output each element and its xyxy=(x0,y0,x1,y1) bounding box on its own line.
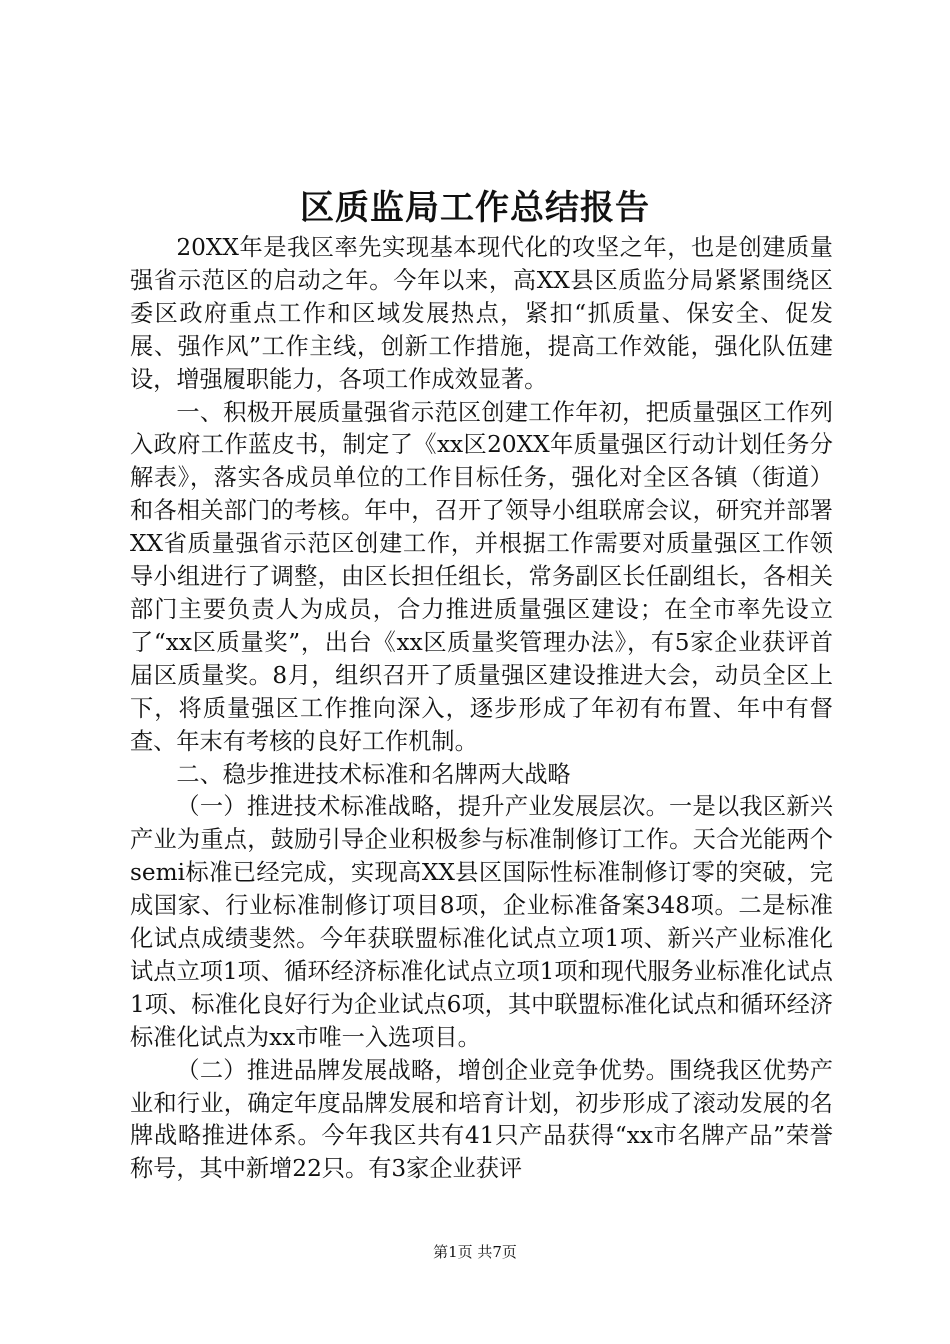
document-title: 区质监局工作总结报告 xyxy=(300,188,650,228)
paragraph-section-2-1: （一）推进技术标准战略，提升产业发展层次。一是以我区新兴产业为重点，鼓励引导企业积极参与标准制修订工作。天合光能两个semi标准已经完成，实现高XX县区国际性标准制修订零的突破，完成国家、行业标准制修订项目8项，企业标准备案348项。二是标准化试点成绩斐然。今年获联盟标准化试点立项1项、新兴产业标准化试点立项1项、循环经济标准化试点立项1项和现代服务业标准化试点1项、标准化良好行为企业试点6项，其中联盟标准化试点和循环经济标准化试点为xx市唯一入选项目。 xyxy=(130,793,833,1051)
page-footer: 第1页 共7页 xyxy=(433,1243,517,1261)
paragraph-section-2-heading: 二、稳步推进技术标准和名牌两大战略 xyxy=(176,760,571,788)
paragraph-section-2-2: （二）推进品牌发展战略，增创企业竞争优势。围绕我区优势产业和行业，确定年度品牌发展和培育计划，初步形成了滚动发展的名牌战略推进体系。今年我区共有41只产品获得“xx市名牌产品”荣誉称号，其中新增22只。有3家企业获评 xyxy=(130,1056,833,1183)
paragraph-intro: 20XX年是我区率先实现基本现代化的攻坚之年，也是创建质量强省示范区的启动之年。今年以来，高XX县区质监分局紧紧围绕区委区政府重点工作和区域发展热点，紧扣“抓质量、保安全、促发展、强作风”工作主线，创新工作措施，提高工作效能，强化队伍建设，增强履职能力，各项工作成效显著。 xyxy=(130,234,833,393)
paragraph-section-1: 一、积极开展质量强省示范区创建工作年初，把质量强区工作列入政府工作蓝皮书，制定了《xx区20XX年质量强区行动计划任务分解表》，落实各成员单位的工作目标任务，强化对全区各镇（街道）和各相关部门的考核。年中，召开了领导小组联席会议，研究并部署XX省质量强省示范区创建工作，并根据工作需要对质量强区工作领导小组进行了调整，由区长担任组长，常务副区长任副组长，各相关部门主要负责人为成员，合力推进质量强区建设；在全市率先设立了“xx区质量奖”，出台《xx区质量奖管理办法》，有5家企业获评首届区质量奖。8月，组织召开了质量强区建设推进大会，动员全区上下，将质量强区工作推向深入，逐步形成了年初有布置、年中有督查、年末有考核的良好工作机制。 xyxy=(130,398,833,755)
document-body xyxy=(130,232,833,1186)
